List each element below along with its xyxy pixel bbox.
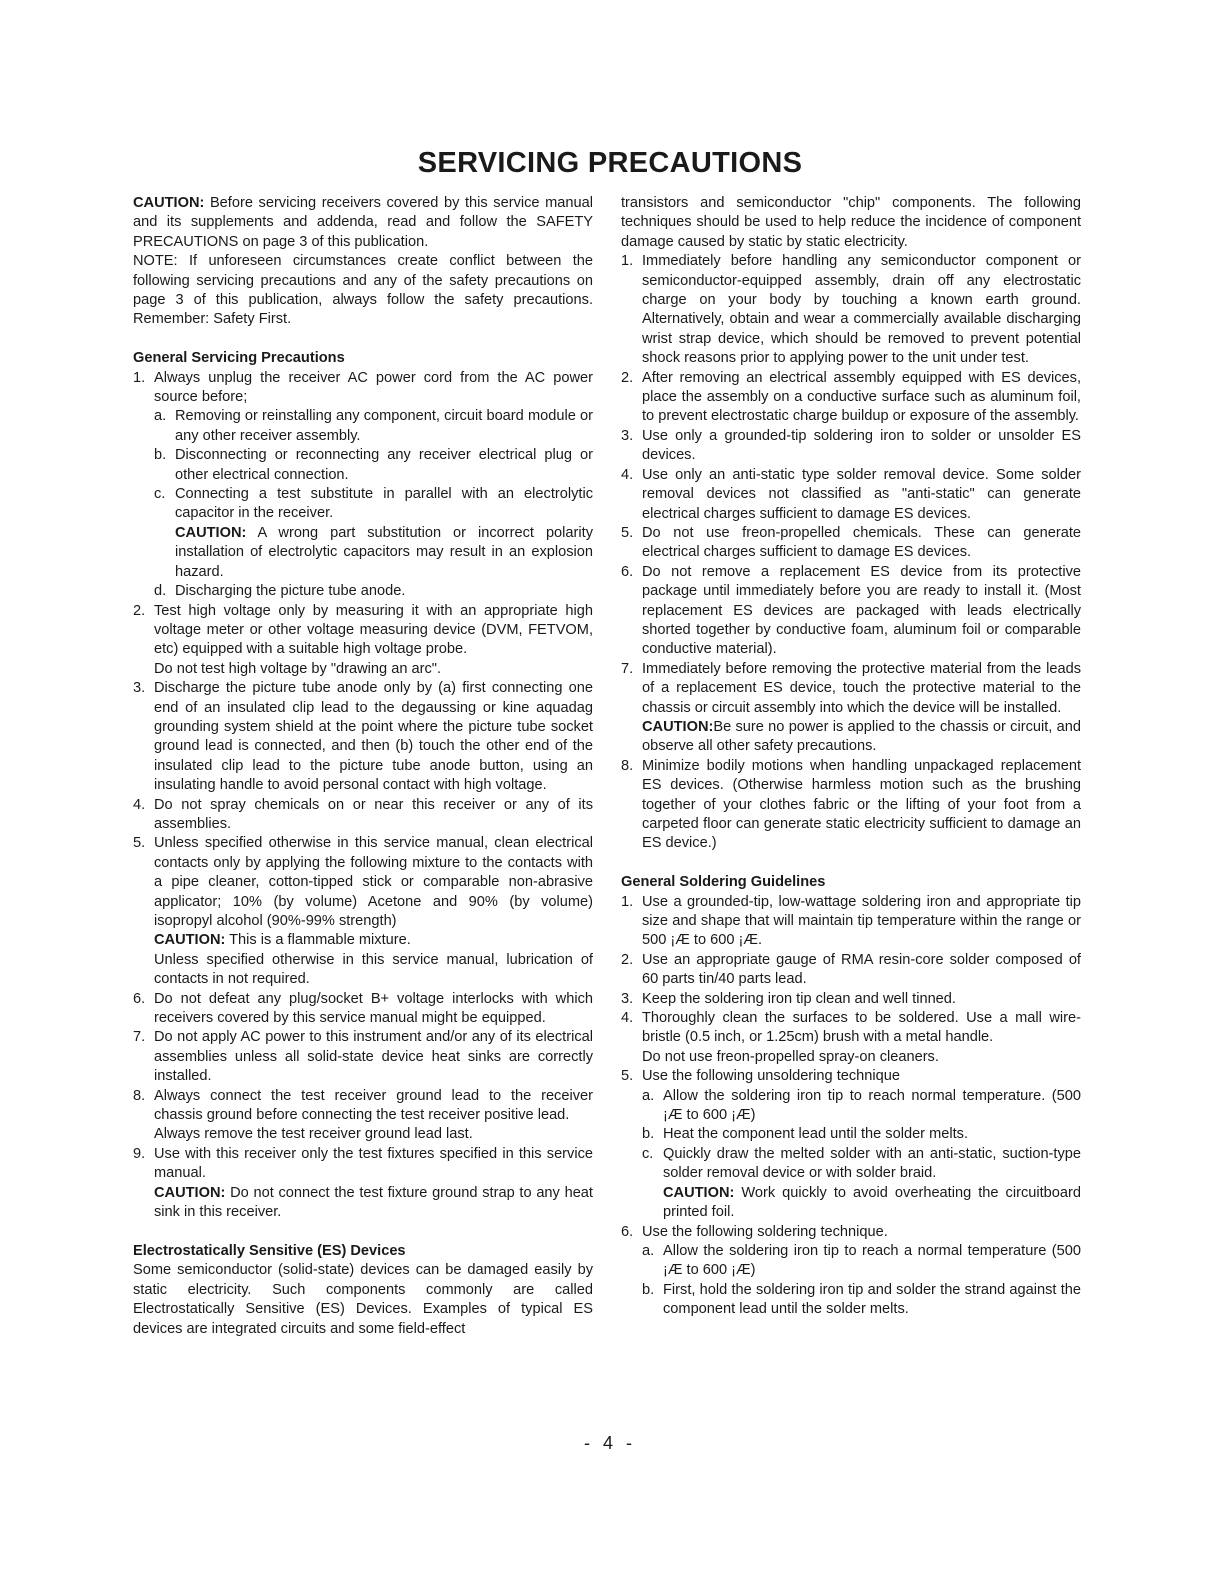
- sub-text: Quickly draw the melted solder with an anti-static, suction-type solder removal device or with solder braid.: [663, 1145, 1081, 1182]
- item-text: Do not remove a replacement ES device from its protective package until immediately before you are ready to install it. (Most replacement ES devices are packaged with leads electrically shorted together by conductive foam, aluminum foil or comparable conductive material).: [642, 563, 1081, 658]
- caution-label: CAUTION:: [642, 718, 714, 735]
- item-text: After removing an electrical assembly equipped with ES devices, place the assembly on a conductive surface such as aluminum foil, to prevent electrostatic charge buildup or exposure of the assembly.: [642, 369, 1081, 425]
- item-text: Do not spray chemicals on or near this receiver or any of its assemblies.: [154, 796, 593, 832]
- intro-caution: [133, 194, 593, 252]
- sub-letter: b.: [642, 1126, 655, 1143]
- sub-text: Allow the soldering iron tip to reach normal temperature. (500 ¡Æ to 600 ¡Æ): [663, 1087, 1081, 1124]
- item-number: 3.: [621, 990, 634, 1007]
- es-intro: Some semiconductor (solid-state) devices can be damaged easily by static electricity. Such components commonly are called Electrostatically Sensitive (ES) Devices. Examples of typical ES devices are integrated circuits and some field-effect: [133, 1262, 593, 1337]
- spacer: [133, 330, 593, 349]
- caution-label: CAUTION:: [154, 1184, 226, 1201]
- caution-note: [154, 931, 593, 950]
- sub-item: [642, 1242, 1081, 1281]
- item-number: 1.: [621, 893, 634, 910]
- item-extra: Unless specified otherwise in this service manual, lubrication of contacts in not required.: [154, 951, 593, 988]
- item-number: 4.: [133, 796, 146, 813]
- item-extra: Always remove the test receiver ground lead last.: [154, 1126, 473, 1143]
- caution-note: [642, 718, 1081, 757]
- item-number: 3.: [133, 680, 146, 697]
- sub-letter: c.: [642, 1145, 654, 1162]
- item-text: Thoroughly clean the surfaces to be soldered. Use a mall wire-bristle (0.5 inch, or 1.25cm) brush with a metal handle.: [642, 1010, 1081, 1046]
- item-number: 2.: [133, 602, 146, 619]
- sub-item: [154, 407, 593, 446]
- sub-letter: d.: [154, 583, 167, 600]
- list-item: [621, 524, 1081, 563]
- item-number: 4.: [621, 466, 634, 483]
- caution-label: CAUTION:: [133, 195, 205, 211]
- item-number: 1.: [133, 369, 146, 386]
- caution-note: [154, 1184, 593, 1223]
- item-text: Use a grounded-tip, low-wattage soldering iron and appropriate tip size and shape that will maintain tip temperature within the range or 500 ¡Æ to 600 ¡Æ.: [642, 893, 1081, 949]
- caution-label: CAUTION:: [175, 524, 247, 541]
- page-number: - 4 -: [583, 1433, 636, 1453]
- list-item: [621, 951, 1081, 990]
- list-item: [133, 369, 593, 408]
- sub-letter: a.: [154, 408, 167, 425]
- list-item: [621, 1223, 1081, 1242]
- item-text: Do not defeat any plug/socket B+ voltage interlocks with which receivers covered by this service manual might be equipped.: [154, 990, 593, 1027]
- item-number: 2.: [621, 369, 634, 386]
- item-text: Always connect the test receiver ground lead to the receiver chassis ground before connecting the test receiver positive lead.: [154, 1087, 593, 1124]
- item-number: 5.: [621, 524, 634, 541]
- item-number: 9.: [133, 1145, 146, 1162]
- item-text: Keep the soldering iron tip clean and well tinned.: [642, 990, 956, 1007]
- intro-note: [133, 252, 593, 330]
- item-extra: Do not use freon-propelled spray-on cleaners.: [642, 1048, 939, 1065]
- item-number: 5.: [133, 835, 146, 852]
- caution-note: [175, 524, 593, 582]
- sub-item: [154, 485, 593, 524]
- sub-text: Heat the component lead until the solder melts.: [663, 1126, 969, 1143]
- item-number: 6.: [621, 1223, 634, 1240]
- item-text: Use an appropriate gauge of RMA resin-core solder composed of 60 parts tin/40 parts lead.: [642, 951, 1081, 988]
- list-item: [133, 602, 593, 660]
- item-extra: Do not test high voltage by "drawing an arc".: [154, 660, 441, 677]
- list-item: [621, 466, 1081, 524]
- item-number: 8.: [133, 1087, 146, 1104]
- item-text: Minimize bodily motions when handling unpackaged replacement ES devices. (Otherwise harmless motion such as the brushing together of your clothes fabric or the lifting of your foot from a carpeted floor can generate static electricity sufficient to damage an ES device.): [642, 757, 1081, 852]
- list-item: [621, 660, 1081, 718]
- item-number: 4.: [621, 1010, 634, 1027]
- item-text: Do not use freon-propelled chemicals. These can generate electrical charges sufficient to damage ES devices.: [642, 524, 1081, 561]
- item-text: Immediately before handling any semiconductor component or semiconductor-equipped assembly, drain off any electrostatic charge on your body by touching a known earth ground. Alternatively, obtain and wear a commercially available discharging wrist strap device, which should be removed to prevent potential shock reasons prior to applying power to the unit under test.: [642, 253, 1081, 367]
- list-item: [621, 369, 1081, 427]
- item-number: 7.: [621, 660, 634, 677]
- page-title: SERVICING PRECAUTIONS: [417, 147, 803, 179]
- sub-item: [154, 446, 593, 485]
- sub-item: [642, 1125, 1081, 1144]
- left-column: [133, 194, 593, 1339]
- sub-letter: c.: [154, 486, 166, 503]
- list-item: [621, 757, 1081, 854]
- caution-text: Before servicing receivers covered by this service manual and its supplements and addenda, read and follow the SAFETY PRECAUTIONS on page 3 of this publication.: [133, 195, 593, 250]
- item-text: Use with this receiver only the test fixtures specified in this service manual.: [154, 1145, 593, 1182]
- sub-item: [642, 1281, 1081, 1320]
- caution-text: Be sure no power is applied to the chassis or circuit, and observe all other safety precautions.: [642, 718, 1081, 755]
- item-text: Do not apply AC power to this instrument and/or any of its electrical assemblies unless all solid-state device heat sinks are correctly installed.: [154, 1029, 593, 1085]
- item-text: Immediately before removing the protective material from the leads of a replacement ES device, touch the protective material to the chassis or circuit assembly into which the device will be installed.: [642, 660, 1081, 716]
- spacer: [621, 854, 1081, 873]
- item-number: 3.: [621, 427, 634, 444]
- note-label: NOTE:: [133, 253, 178, 270]
- caution-text: Do not connect the test fixture ground strap to any heat sink in this receiver.: [154, 1184, 593, 1221]
- list-item: [621, 1067, 1081, 1086]
- sub-letter: a.: [642, 1242, 655, 1259]
- sub-text: Disconnecting or reconnecting any receiver electrical plug or other electrical connection.: [175, 447, 593, 483]
- list-item: [133, 796, 593, 835]
- caution-label: CAUTION:: [663, 1184, 735, 1201]
- list-item: [133, 1087, 593, 1126]
- item-text: Use the following unsoldering technique: [642, 1068, 900, 1085]
- sub-letter: b.: [642, 1281, 655, 1298]
- caution-text: This is a flammable mixture.: [229, 932, 411, 949]
- section-heading-es: Electrostatically Sensitive (ES) Devices: [133, 1242, 406, 1259]
- caution-label: CAUTION:: [154, 932, 226, 949]
- sub-item: [642, 1145, 1081, 1184]
- item-number: 6.: [621, 563, 634, 580]
- note-text: If unforeseen circumstances create conflict between the following servicing precautions and any of the safety precautions on page 3 of this publication, always follow the safety precautions. Remember: Safety First.: [133, 253, 593, 328]
- list-item: [133, 679, 593, 795]
- item-text: Unless specified otherwise in this service manual, clean electrical contacts only by applying the following mixture to the contacts with a pipe cleaner, cotton-tipped stick or comparable non-abrasive applicator; 10% (by volume) Acetone and 90% (by volume) isopropyl alcohol (90%-99% strength): [154, 835, 593, 930]
- item-number: 5.: [621, 1068, 634, 1085]
- item-text: Use the following soldering technique.: [642, 1223, 888, 1240]
- list-item: [133, 990, 593, 1029]
- sub-item: [154, 582, 593, 601]
- caution-text: A wrong part substitution or incorrect polarity installation of electrolytic capacitors may result in an explosion hazard.: [175, 524, 593, 580]
- section-heading-general: General Servicing Precautions: [133, 350, 345, 367]
- caution-note: [663, 1184, 1081, 1223]
- item-number: 1.: [621, 253, 634, 270]
- sub-text: Discharging the picture tube anode.: [175, 583, 406, 600]
- es-intro-continued: transistors and semiconductor "chip" components. The following techniques should be used to help reduce the incidence of component damage caused by static by static electricity.: [621, 195, 1081, 250]
- item-number: 7.: [133, 1029, 146, 1046]
- list-item: [621, 252, 1081, 368]
- section-heading-soldering: General Soldering Guidelines: [621, 874, 826, 891]
- item-number: 8.: [621, 757, 634, 774]
- sub-text: Removing or reinstalling any component, circuit board module or any other receiver assembly.: [175, 408, 593, 444]
- list-item: [133, 834, 593, 931]
- list-item: [621, 427, 1081, 466]
- item-text: Test high voltage only by measuring it with an appropriate high voltage meter or other voltage measuring device (DVM, FETVOM, etc) equipped with a suitable high voltage probe.: [154, 602, 593, 658]
- item-number: 6.: [133, 990, 146, 1007]
- sub-letter: b.: [154, 447, 167, 464]
- sub-text: Connecting a test substitute in parallel with an electrolytic capacitor in the receiver.: [175, 486, 593, 522]
- caution-text: Work quickly to avoid overheating the circuitboard printed foil.: [663, 1184, 1081, 1221]
- list-item: [621, 893, 1081, 951]
- item-text: Discharge the picture tube anode only by (a) first connecting one end of an insulated clip lead to the degaussing or kine aquadag grounding system shield at the point where the picture tube socket ground lead is connected, and then (b) touch the other end of the insulated clip lead to the picture tube anode button, using an insulating handle to avoid personal contact with high voltage.: [154, 680, 593, 794]
- list-item: [621, 1009, 1081, 1048]
- item-text: Use only an anti-static type solder removal device. Some solder removal devices not classified as "anti-static" can generate electrical charges sufficient to damage ES devices.: [642, 466, 1081, 522]
- sub-letter: a.: [642, 1087, 655, 1104]
- sub-item: [642, 1087, 1081, 1126]
- list-item: [621, 563, 1081, 660]
- sub-text: Allow the soldering iron tip to reach a normal temperature (500 ¡Æ to 600 ¡Æ): [663, 1242, 1081, 1279]
- list-item: [621, 990, 1081, 1009]
- sub-text: First, hold the soldering iron tip and solder the strand against the component lead until the solder melts.: [663, 1281, 1081, 1318]
- list-item: [133, 1145, 593, 1184]
- item-text: Always unplug the receiver AC power cord from the AC power source before;: [154, 369, 593, 406]
- item-number: 2.: [621, 951, 634, 968]
- item-text: Use only a grounded-tip soldering iron to solder or unsolder ES devices.: [642, 427, 1081, 464]
- list-item: [133, 1028, 593, 1086]
- spacer: [133, 1223, 593, 1242]
- right-column: [621, 194, 1081, 1320]
